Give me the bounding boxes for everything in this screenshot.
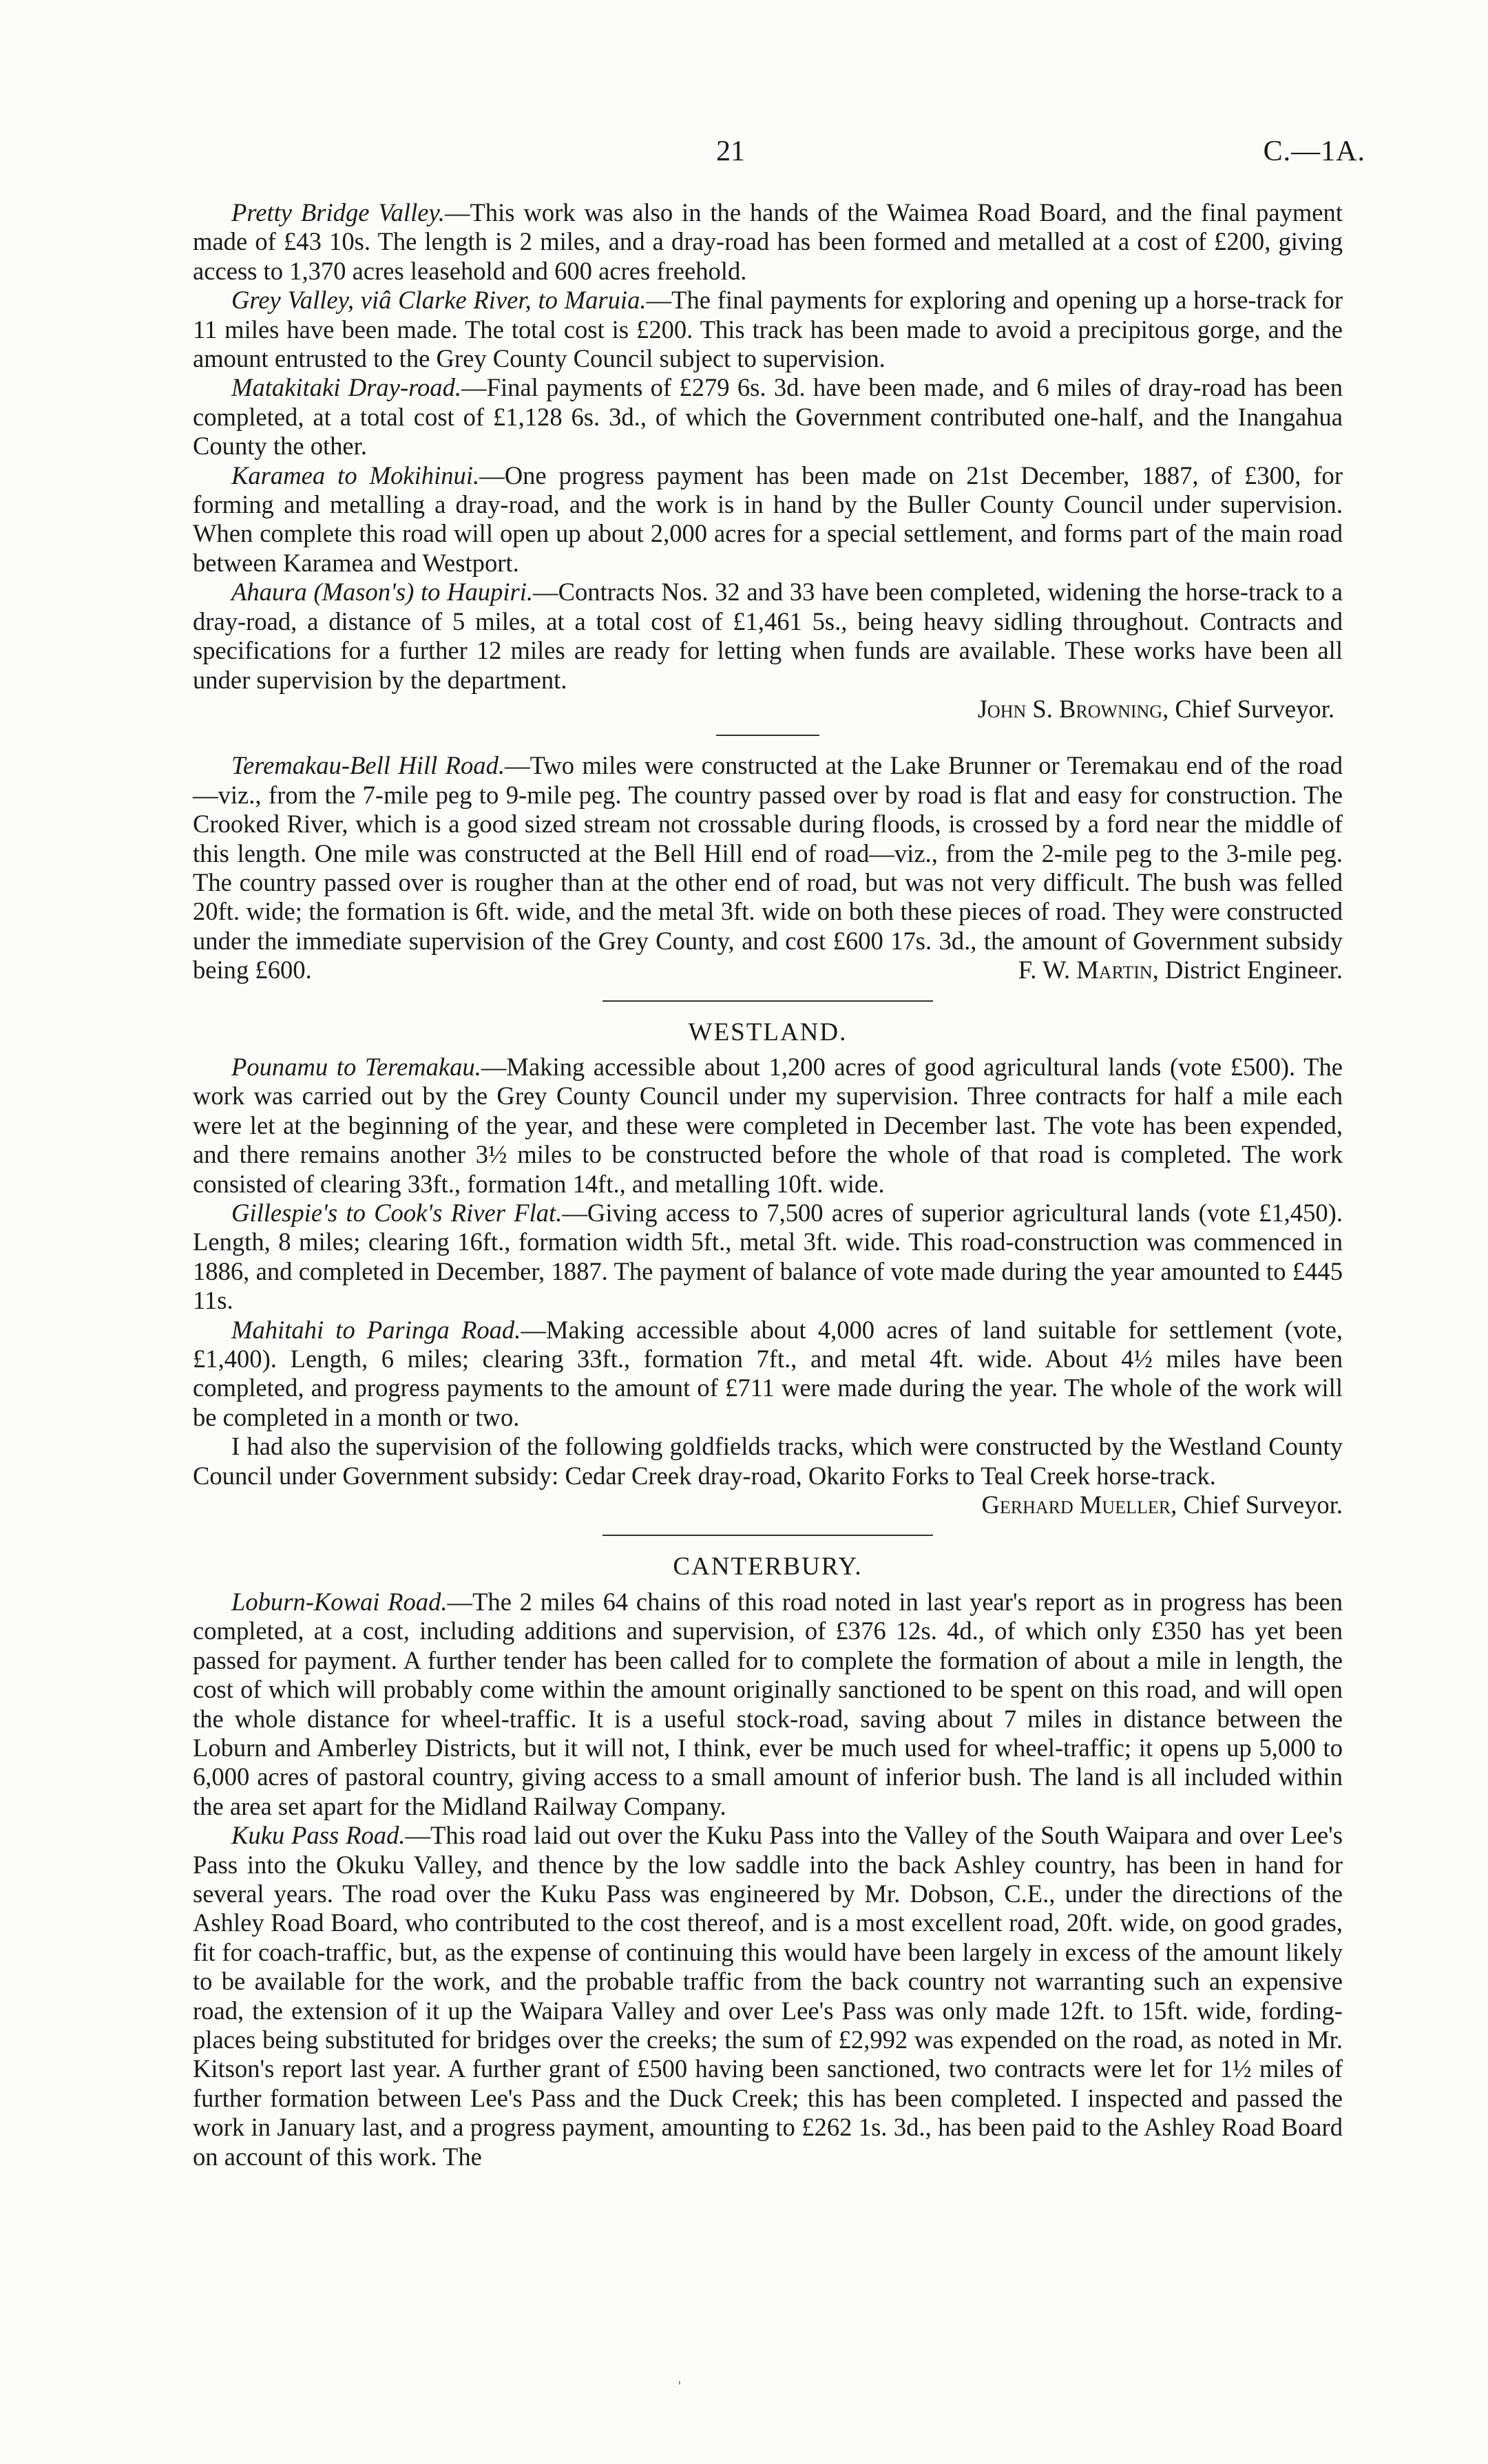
paragraph-text: —Making accessible about 1,200 acres of good agricultural lands (vote £500). The work was carried out by the Grey County Council under my supervision. Three contracts for half a mile each were let at the beginning of the year, and these were completed in December last. The vote has been expended, and there remains another 3½ miles to be constructed before the whole of that road is completed. The work consisted of clearing 33ft., formation 14ft., and metalling 10ft. wide.: [193, 1052, 1343, 1198]
paragraph-text: —Contracts Nos. 32 and 33 have been completed, widening the horse-track to a dray-road, a distance of 5 miles, at a total cost of £1,461 5s., being heavy sidling throughout. Contracts and specifications for a further 12 miles are ready for letting when funds are available. These works have been all under supervision by the department.: [193, 578, 1343, 694]
document-reference: C.—1A.: [1263, 136, 1365, 167]
paragraph-text: —The 2 miles 64 chains of this road noted in last year's report as in progress has been completed, at a cost, including additions and supervision, of £376 12s. 4d., of which only £350 has yet been passed for payment. A further tender has been called for to complete the formation of about a mile in length, the cost of which will probably come within the amount originally sanctioned to be spent on this road, and will open the whole distance for wheel-traffic. It is a useful stock-road, saving about 7 miles in distance between the Loburn and Amberley Districts, but it will not, I think, ever be much used for wheel-traffic; it opens up 5,000 to 6,000 acres of pastoral country, giving access to a small amount of inferior bush. The land is all included within the area set apart for the Midland Railway Company.: [193, 1587, 1343, 1820]
section-divider: [602, 1535, 933, 1536]
signature-role: , District Engineer.: [1152, 956, 1343, 984]
signature-role: , Chief Surveyor.: [1162, 694, 1334, 723]
paragraph-text: —The final payments for exploring and opening up a horse-track for 11 miles have been made. The total cost is £200. This track has been made to avoid a precipitous gorge, and the amount entrusted to the Grey County Council subject to supervision.: [193, 286, 1343, 373]
signature-name: Gerhard Mueller: [981, 1491, 1171, 1519]
body-text: [193, 198, 1343, 2171]
paragraph-text: —Two miles were constructed at the Lake Brunner or Teremakau end of the road—viz., from the 7-mile peg to 9-mile peg. The country passed over by road is flat and easy for construction. The Crooked River, which is a good sized stream not crossable during floods, is crossed by a ford near the middle of this length. One mile was constructed at the Bell Hill end of road—viz., from the 2-mile peg to the 3-mile peg. The country passed over is rougher than at the other end of road, but was not very difficult. The bush was felled 20ft. wide; the formation is 6ft. wide, and the metal 3ft. wide on both these pieces of road. They were constructed under the immediate supervision of the Grey County, and cost £600 17s. 3d., the amount of Government subsidy being £600.: [193, 751, 1343, 984]
paragraph-title: Mahitahi to Paringa Road.: [231, 1315, 521, 1344]
paragraph-goldfields-tracks: [193, 1432, 1343, 1519]
paragraph-title: Ahaura (Mason's) to Haupiri.: [231, 578, 534, 607]
footer-mark: ': [678, 2379, 681, 2394]
paragraph-title: Matakitaki Dray-road.: [231, 373, 462, 402]
paragraph-title: Gillespie's to Cook's River Flat.: [231, 1199, 563, 1227]
paragraph-pounamu: [193, 1053, 1343, 1199]
signature-martin: [980, 956, 1343, 984]
section-heading-westland: WESTLAND.: [688, 1018, 848, 1046]
paragraph-gillespies: [193, 1199, 1343, 1316]
paragraph-ahaura: [193, 578, 1343, 695]
signature-mueller: [943, 1491, 1343, 1519]
paragraph-pretty-bridge-valley: [193, 198, 1343, 286]
paragraph-title: Kuku Pass Road.: [231, 1821, 406, 1850]
signature-name: F. W. Martin: [1018, 956, 1153, 984]
signature-name: John S. Browning: [977, 694, 1163, 723]
paragraph-text: —Final payments of £279 6s. 3d. have been made, and 6 miles of dray-road has been completed, at a total cost of £1,128 6s. 3d., of which the Government contributed one-half, and the Inangahua County the other.: [193, 373, 1343, 461]
paragraph-title: Pretty Bridge Valley.: [231, 198, 445, 227]
section-divider: [602, 1000, 933, 1002]
paragraph-loburn-kowai: [193, 1588, 1343, 1821]
page-header: [0, 135, 1488, 176]
paragraph-karamea: [193, 461, 1343, 578]
paragraph-text: —Giving access to 7,500 acres of superior agricultural lands (vote £1,450). Length, 8 miles; clearing 16ft., formation width 5ft., metal 3ft. wide. This road-construction was commenced in 1886, and completed in December, 1887. The payment of balance of vote made during the year amounted to £445 11s.: [193, 1199, 1343, 1315]
paragraph-kuku-pass: [193, 1821, 1343, 2171]
paragraph-grey-valley: [193, 286, 1343, 373]
paragraph-teremakau: [193, 751, 1343, 984]
section-heading-canterbury: CANTERBURY.: [673, 1552, 863, 1581]
paragraph-title: Grey Valley, viâ Clarke River, to Maruia.: [231, 286, 647, 315]
page-number: 21: [716, 136, 745, 167]
paragraph-title: Karamea to Mokihinui.: [231, 461, 480, 489]
signature-browning: [193, 695, 1343, 724]
paragraph-text: —Making accessible about 4,000 acres of land suitable for settlement (vote, £1,400). Length, 6 miles; clearing 33ft., formation 7ft., and metal 4ft. wide. About 4½ miles have been completed, and progress payments to the amount of £711 were made during the year. The whole of the work will be completed in a month or two.: [193, 1315, 1343, 1431]
paragraph-text: —One progress payment has been made on 21st December, 1887, of £300, for forming and metalling a dray-road, and the work is in hand by the Buller County Council under supervision. When complete this road will open up about 2,000 acres for a special settlement, and forms part of the main road between Karamea and Westport.: [193, 461, 1343, 577]
paragraph-text: I had also the supervision of the following goldfields tracks, which were constructed by the Westland County Council under Government subsidy: Cedar Creek dray-road, Okarito Forks to Teal Creek horse-track.: [193, 1432, 1343, 1490]
paragraph-mahitahi: [193, 1316, 1343, 1433]
paragraph-text: —This work was also in the hands of the Waimea Road Board, and the final payment made of £43 10s. The length is 2 miles, and a dray-road has been formed and metalled at a cost of £200, giving access to 1,370 acres leasehold and 600 acres freehold.: [193, 198, 1343, 285]
paragraph-title: Loburn-Kowai Road.: [231, 1587, 448, 1616]
section-divider: [716, 735, 819, 736]
paragraph-title: Teremakau-Bell Hill Road.: [231, 751, 505, 780]
signature-role: , Chief Surveyor.: [1171, 1491, 1343, 1519]
paragraph-matakitaki: [193, 373, 1343, 461]
paragraph-text: —This road laid out over the Kuku Pass into the Valley of the South Waipara and over Lee's Pass into the Okuku Valley, and thence by the low saddle into the back Ashley country, has been in hand for several years. The road over the Kuku Pass was engineered by Mr. Dobson, C.E., under the directions of the Ashley Road Board, who contributed to the cost thereof, and is a most excellent road, 20ft. wide, on good grades, fit for coach-traffic, but, as the expense of continuing this would have been largely in excess of the amount likely to be available for the work, and the probable traffic from the back country not warranting such an expensive road, the extension of it up the Waipara Valley and over Lee's Pass was only made 12ft. to 15ft. wide, fording-places being substituted for bridges over the creeks; the sum of £2,992 was expended on the road, as noted in Mr. Kitson's report last year. A further grant of £500 having been sanctioned, two contracts were let for 1½ miles of further formation between Lee's Pass and the Duck Creek; this has been completed. I inspected and passed the work in January last, and a progress payment, amounting to £262 1s. 3d., has been paid to the Ashley Road Board on account of this work. The: [193, 1821, 1343, 2171]
paragraph-title: Pounamu to Teremakau.: [231, 1052, 481, 1081]
